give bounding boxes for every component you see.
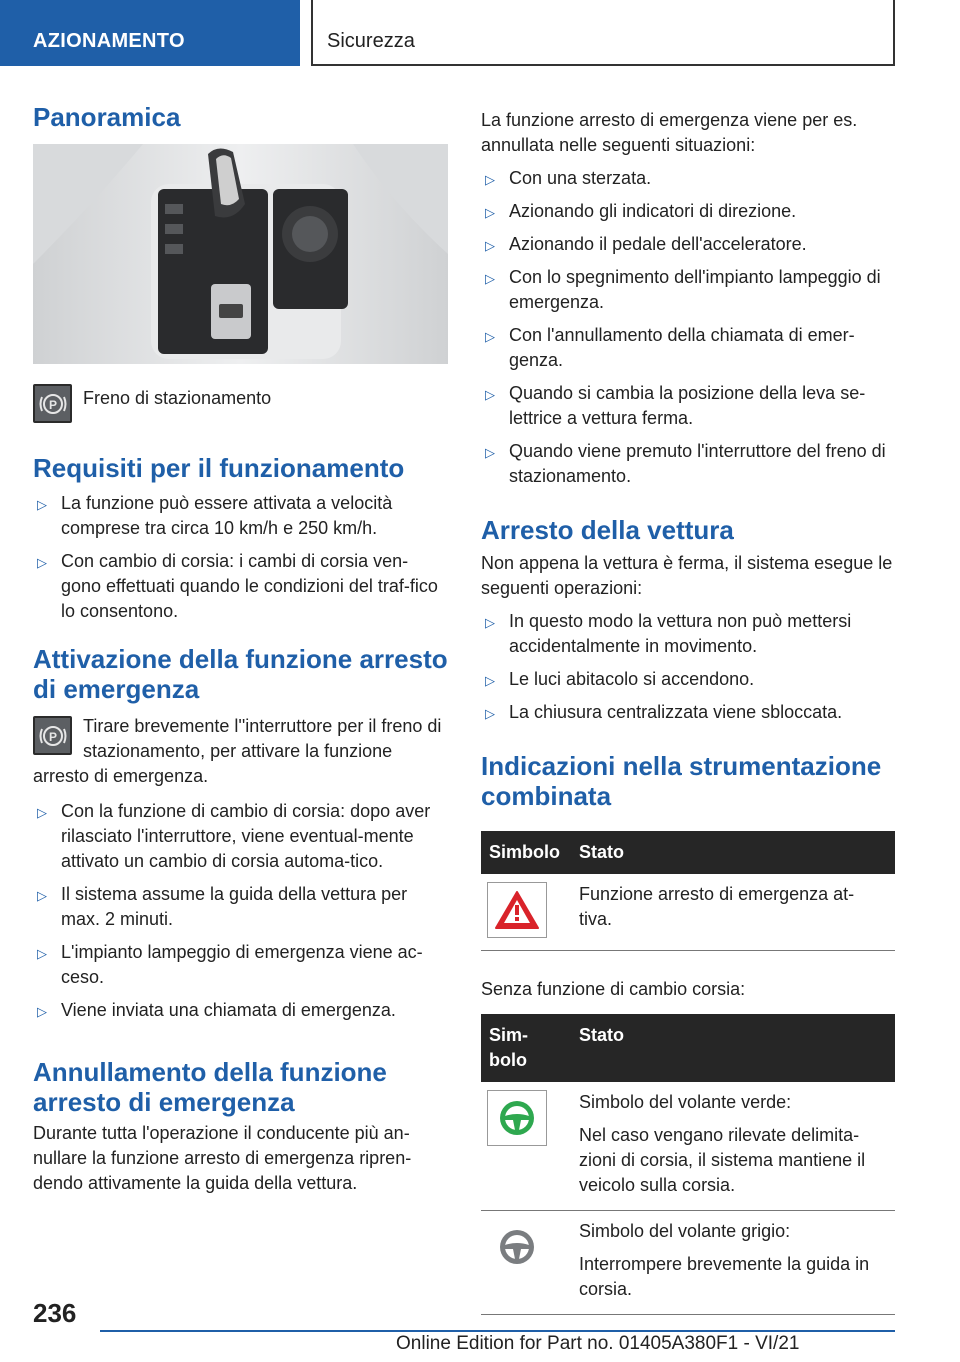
left-column	[33, 100, 448, 1196]
stop-list	[481, 609, 895, 725]
triangle-bullet-icon: ▷	[485, 238, 495, 253]
activation-list	[33, 799, 448, 1023]
svg-text:P: P	[48, 397, 57, 412]
chapter-title: Sicurezza	[311, 0, 895, 66]
requirements-list	[33, 491, 448, 624]
list-item: ▷ Con l'annullamento della chiamata di emer-genza.	[485, 325, 855, 370]
activation-paragraph	[33, 714, 448, 789]
steering-wheel-gray-icon	[487, 1219, 547, 1275]
gray-wheel-desc: Interrompere brevemente la guida in corsia.	[579, 1254, 870, 1299]
no-lane-change-text: Senza funzione di cambio corsia:	[481, 979, 746, 999]
triangle-bullet-icon: ▷	[485, 445, 495, 460]
green-wheel-desc: Nel caso vengano rilevate delimita-zioni di corsia, il sistema mantiene il veicolo sulla corsia.	[579, 1125, 866, 1195]
indicators-heading: Indicazioni nella strumentazione combinata	[481, 751, 882, 811]
triangle-bullet-icon: ▷	[37, 888, 47, 903]
requirements-heading: Requisiti per il funzionamento	[33, 453, 405, 483]
table-header-row	[481, 1014, 895, 1082]
list-item: ▷ Le luci abitacolo si accendono.	[481, 667, 895, 692]
table-header-row	[481, 831, 895, 874]
triangle-bullet-icon: ▷	[37, 497, 47, 512]
list-item: ▷ Con una sterzata.	[481, 166, 895, 191]
list-item: ▷ Azionando gli indicatori di direzione.	[481, 199, 895, 224]
right-column	[481, 108, 895, 1315]
list-item: ▷ Quando viene premuto l'interruttore del freno di stazionamento.	[485, 441, 886, 486]
table-header-symbol: Sim-bolo	[481, 1014, 571, 1082]
triangle-bullet-icon: ▷	[37, 946, 47, 961]
cancellation-text: Durante tutta l'operazione il conducente più an-nullare la funzione arresto di emergenza ripren-dendo attivamente la guida della vettura.	[33, 1123, 412, 1193]
triangle-bullet-icon: ▷	[485, 387, 495, 402]
photo-caption: Freno di stazionamento	[83, 388, 272, 408]
table-row	[481, 874, 895, 951]
section-tab: AZIONAMENTO	[0, 0, 300, 66]
page-header	[0, 0, 960, 66]
page-number: 236	[33, 1298, 77, 1328]
triangle-bullet-icon: ▷	[485, 673, 495, 688]
list-item: ▷ In questo modo la vettura non può mettersi accidentalmente in movimento.	[485, 611, 852, 656]
triangle-bullet-icon: ▷	[485, 706, 495, 721]
list-item: ▷ Azionando il pedale dell'acceleratore.	[481, 232, 895, 257]
steering-wheel-green-icon	[487, 1090, 547, 1146]
indicator-table-2	[481, 1014, 895, 1315]
stop-heading: Arresto della vettura	[481, 515, 734, 545]
parking-brake-icon	[33, 716, 72, 755]
table-row	[481, 1082, 895, 1211]
list-item: ▷ L'impianto lampeggio di emergenza viene ac-ceso.	[37, 942, 423, 987]
overview-heading: Panoramica	[33, 102, 181, 132]
footer-divider	[100, 1330, 895, 1332]
list-item: ▷ Quando si cambia la posizione della leva se-lettrice a vettura ferma.	[485, 383, 866, 428]
gray-wheel-label: Simbolo del volante grigio:	[579, 1221, 791, 1241]
warning-triangle-icon	[487, 882, 547, 938]
caption-row	[33, 384, 448, 423]
triangle-bullet-icon: ▷	[37, 805, 47, 820]
table-header-status: Stato	[571, 831, 895, 874]
table-header-symbol: Simbolo	[481, 831, 571, 874]
triangle-bullet-icon: ▷	[485, 329, 495, 344]
list-item: ▷ Viene inviata una chiamata di emergenza.	[33, 998, 448, 1023]
parking-brake-icon	[33, 384, 72, 423]
triangle-bullet-icon: ▷	[37, 1004, 47, 1019]
indicator-table-1	[481, 831, 895, 951]
table-row	[481, 1211, 895, 1315]
cancel-intro: La funzione arresto di emergenza viene per es. annullata nelle seguenti situazioni:	[481, 110, 858, 155]
svg-text:P: P	[48, 729, 57, 744]
console-illustration	[33, 144, 448, 364]
cancellation-heading: Annullamento della funzione arresto di emergenza	[33, 1057, 387, 1117]
list-item: ▷ Il sistema assume la guida della vettura per max. 2 minuti.	[37, 884, 408, 929]
triangle-bullet-icon: ▷	[485, 205, 495, 220]
list-item: ▷ Con la funzione di cambio di corsia: dopo aver rilasciato l'interruttore, viene eventual-mente attivato un cambio di corsia automa-tico.	[37, 801, 431, 871]
triangle-bullet-icon: ▷	[485, 271, 495, 286]
list-item: ▷ Con lo spegnimento dell'impianto lampeggio di emergenza.	[485, 267, 881, 312]
table-cell-status: Funzione arresto di emergenza at-tiva.	[571, 874, 895, 951]
cancel-situations-list	[481, 166, 895, 489]
activation-heading: Attivazione della funzione arresto di emergenza	[33, 644, 448, 704]
list-item: ▷ Con cambio di corsia: i cambi di corsia ven-gono effettuati quando le condizioni del traf-fico lo consentono.	[37, 551, 438, 621]
table-header-status: Stato	[571, 1014, 895, 1082]
activation-text: Tirare brevemente l''interruttore per il freno di stazionamento, per attivare la funzione arresto di emergenza.	[33, 716, 442, 786]
triangle-bullet-icon: ▷	[37, 555, 47, 570]
list-item: ▷ La funzione può essere attivata a velocità comprese tra circa 10 km/h e 250 km/h.	[37, 493, 393, 538]
footer-edition: Online Edition for Part no. 01405A380F1 - VI/21	[396, 1333, 800, 1354]
green-wheel-label: Simbolo del volante verde:	[579, 1092, 792, 1112]
triangle-bullet-icon: ▷	[485, 615, 495, 630]
triangle-bullet-icon: ▷	[485, 172, 495, 187]
stop-text: Non appena la vettura è ferma, il sistema esegue le seguenti operazioni:	[481, 553, 893, 598]
console-photo	[33, 144, 448, 364]
list-item: ▷ La chiusura centralizzata viene sbloccata.	[481, 700, 895, 725]
